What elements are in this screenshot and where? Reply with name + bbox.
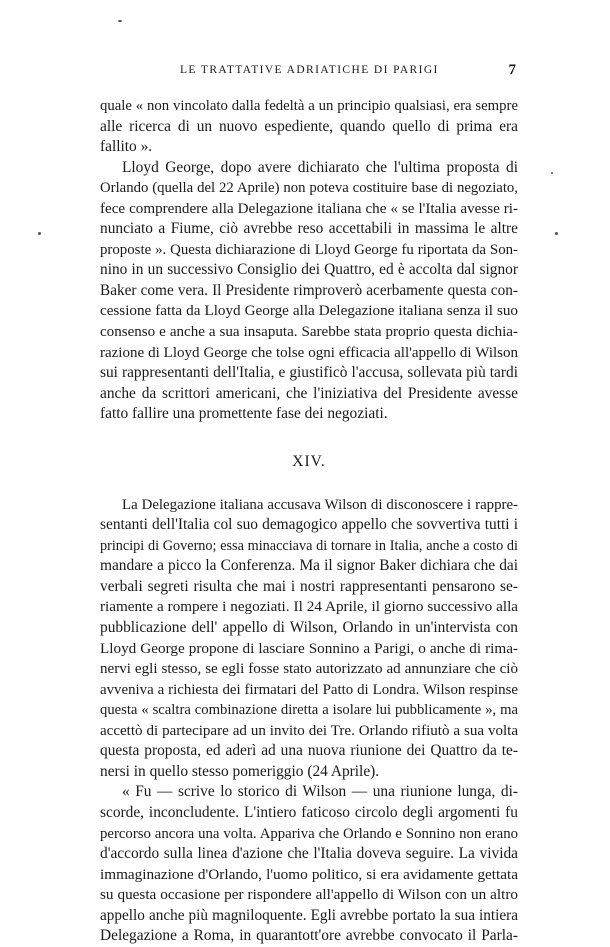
text-line: avveniva a richiesta dei firmatari del Patto di Londra. Wilson respinse: [100, 681, 518, 698]
paragraph: [100, 96, 518, 158]
text-line: scorde, inconcludente. L'intiero faticoso circolo degli argomenti fu: [100, 803, 518, 821]
text-line: La Delegazione italiana accusava Wilson di disconoscere i rappre-: [122, 496, 518, 513]
text-line: anche da scrittori americani, che l'iniziativa del Presidente avesse: [100, 384, 518, 402]
text-line: nunciato a Fiume, ciò avrebbe reso accettabili in massima le altre: [100, 220, 518, 238]
text-line: sentanti dell'Italia col suo demagogico appello che sovvertiva tutti i: [100, 516, 518, 534]
text-line: razione di Lloyd George che tolse ogni efficacia all'appello di Wilson: [100, 344, 518, 361]
text-line: verbali segreti risulta che mai i nostri rappresentanti pensarono se-: [100, 577, 518, 595]
running-head: LE TRATTATIVE ADRIATICHE DI PARIGI: [180, 64, 439, 76]
text-line: principi di Governo; essa minacciava di tornare in Italia, anche a costo di: [100, 537, 518, 554]
text-line: fatto fallire una promettente fase dei negoziati.: [100, 405, 388, 423]
text-line: fece comprendere alla Delegazione italiana che « se l'Italia avesse ri-: [100, 200, 518, 217]
text-line: quale « non vincolato dalla fedeltà a un principio qualsiasi, era sempre: [100, 98, 518, 114]
text-line: Lloyd George, dopo avere dichiarato che l'ultima proposta di: [122, 158, 518, 176]
text-line: Baker come vera. Il Presidente rimproverò acerbamente questa con-: [100, 281, 518, 299]
text-line: pubblicazione dell' appello di Wilson, Orlando in un'intervista con: [100, 619, 518, 637]
scan-speck: [555, 232, 558, 235]
paragraph: [100, 158, 518, 425]
text-line: immaginazione d'Orlando, l'uomo politico, si era avidamente gettata: [100, 865, 518, 883]
page-number: 7: [508, 62, 516, 78]
section-heading: XIV.: [292, 452, 326, 470]
text-line: riamente a rompere i negoziati. Il 24 Aprile, il giorno successivo alla: [100, 598, 518, 616]
text-line: percorso ancora una volta. Appariva che Orlando e Sonnino non erano: [100, 825, 518, 842]
scan-speck: [551, 172, 553, 174]
text-line: cessione fatta da Lloyd George alla Delegazione italiana senza il suo: [100, 303, 518, 320]
text-line: Orlando (quella del 22 Aprile) non poteva costituire base di negoziato,: [100, 180, 518, 197]
text-line: nino in un successivo Consiglio dei Quattro, ed è accolta dal signor: [100, 261, 518, 279]
text-line: consenso e anche a sua insaputa. Sarebbe stata proprio questa dichia-: [100, 324, 518, 341]
text-line: nersi in quello stesso pomeriggio (24 Aprile).: [100, 762, 380, 780]
text-line: nervi egli stesso, se egli fosse stato autorizzato ad annunziare che ciò: [100, 661, 518, 678]
text-line: mandare a picco la Conferenza. Ma il signor Baker dichiara che dai: [100, 557, 518, 575]
text-line: fallito ».: [100, 138, 153, 156]
text-line: accettò di partecipare ad un invito dei Tre. Orlando rifiutò a sua volta: [100, 722, 518, 739]
page-body: [100, 96, 518, 947]
text-line: Lloyd George propone di lasciare Sonnino a Parigi, o anche di rima-: [100, 639, 518, 657]
text-line: Delegazione a Roma, in quarantott'ore avrebbe convocato il Parla-: [100, 927, 518, 945]
text-line: proposte ». Questa dichiarazione di Lloyd George fu riportata da Son-: [100, 241, 518, 258]
text-line: « Fu — scrive lo storico di Wilson — una riunione lunga, di-: [122, 783, 518, 801]
text-line: alle ricerca di un nuovo espediente, quando quello di prima era: [100, 117, 518, 135]
paragraph: [100, 782, 518, 946]
page-header: [100, 62, 518, 84]
text-line: appello anche più magniloquente. Egli avrebbe portato la sua intiera: [100, 906, 518, 924]
text-line: questa « scaltra combinazione diretta a isolare lui pubblicamente », ma: [100, 702, 518, 719]
text-line: questa proposta, ed aderì ad una nuova riunione dei Quattro da te-: [100, 742, 518, 760]
scan-speck: [118, 20, 122, 22]
paragraph: [100, 495, 518, 783]
text-line: d'accordo sulla linea d'azione che l'Italia doveva seguire. La vivida: [100, 845, 518, 863]
text-line: sui rappresentanti dell'Italia, e giustificò l'accusa, sollevata più tardi: [100, 364, 518, 382]
scan-speck: [38, 232, 41, 235]
text-line: su questa occasione per rispondere all'appello di Wilson con un altro: [100, 886, 518, 904]
